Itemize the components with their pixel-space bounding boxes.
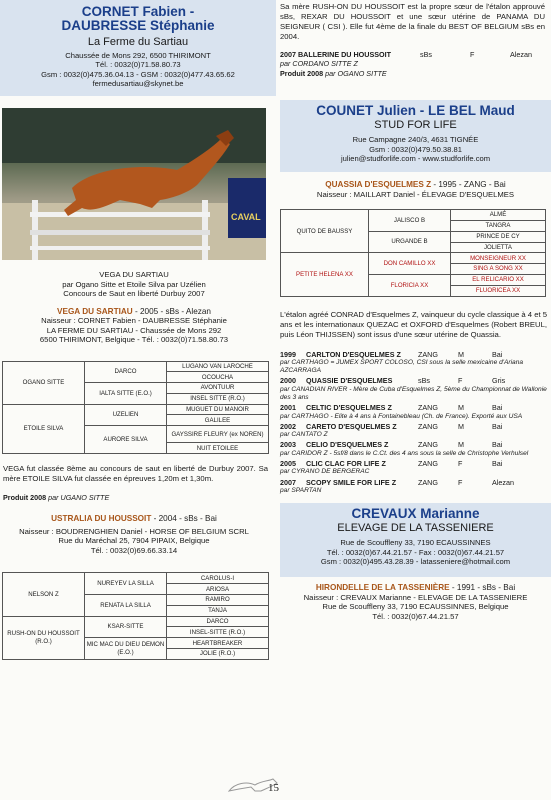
pedigree-g5: DARCO [167,616,269,627]
hirondelle-header [280,583,551,621]
offspring-name: CARETO D'ESQUELMES Z [306,421,397,431]
breeder-address: Chaussée de Mons 292, 6500 THIRIMONT [65,51,211,60]
offspring-breed: sBs [420,50,432,59]
pedigree-dd: MIC MAC DU DIEU DEMON (E.O.) [85,638,167,660]
pedigree-g2: ARIOSA [167,584,269,595]
ustralia-title-name: USTRALIA DU HOUSSOIT [51,514,152,524]
vega-title [0,307,268,317]
pedigree-g2: TANGRA [451,221,546,232]
quassia-title [280,180,551,190]
offspring-year: 2007 [280,477,296,487]
pedigree-g3: RAMIRO [167,595,269,606]
ustralia-naisseur: Naisseur : BOUDRENGHIEN Daniel - HORSE OF BELGIUM SCRL [19,526,249,536]
breeder-card-counet [280,100,551,172]
offspring-sex: M [458,421,464,431]
vega-city-line: 6500 THIRIMONT, Belgique - Tél. : 0032(0)71.58.80.73 [39,335,229,344]
hirondelle-title-name: HIRONDELLE DE LA TASSENIÈRE [315,583,450,593]
left-column [0,0,276,660]
offspring-name: QUASSIE D'ESQUELMES [306,376,393,386]
ustralia-tel: Tél. : 0032(0)69.66.33.14 [90,545,178,555]
offspring-sex: F [458,376,463,386]
offspring-breed: ZANG [418,403,438,413]
vega-naisseur: Naisseur : CORNET Fabien - DAUBRESSE Stéphanie [41,316,227,325]
pedigree-sd: RENATA LA SILLA [85,595,167,617]
breeder-card-crevaux [280,503,551,577]
breeder-email: fermedusartiau@skynet.be [92,79,184,89]
vega-farm-line: LA FERME DU SARTIAU - Chaussée de Mons 292 [46,325,222,335]
quassia-header [280,180,551,199]
ustralia-header [0,514,268,555]
offspring-note: par SPARTAN [280,487,322,495]
produit-label: Produit 2008 [3,493,47,503]
breeder-farm: STUD FOR LIFE [374,119,457,132]
hirondelle-title [280,583,551,593]
caption-line-1: VEGA DU SARTIAU [99,270,169,279]
breeder-farm: La Ferme du Sartiau [87,36,189,48]
pedigree-table-ustralia [2,572,269,659]
pedigree-g6: INSEL-SITTE (R.O.) [167,627,269,638]
pedigree-g8: JOLIE (R.O.) [167,649,269,660]
pedigree-ss: JALISCO B [369,210,451,232]
breeder-card-cornet [0,0,276,96]
quassia-title-details: - 1995 - ZANG - Bai [431,180,506,190]
pedigree-ds: KSAR-SITTE [85,616,167,638]
pedigree-g3: PRINCE DE CY [451,231,546,242]
pedigree-g6: SING A SONG XX [451,264,546,275]
pedigree-g2: OCOUCHA [167,372,269,383]
pedigree-dam: RUSH-ON DU HOUSSOIT (R.O.) [3,616,85,659]
offspring-note: par CARIDOR Z - 5sf/8 dans le C.Ct. des 4 ans sous la selle de Christophe Verhulsel [280,449,529,457]
quassia-offspring-list [280,350,551,496]
ustralia-address: Rue du Maréchal 25, 7904 PIPAIX, Belgique [58,536,210,546]
rushon-offspring [280,50,551,78]
vega-paragraph: VEGA fut classée 8ème au concours de saut en liberté de Durbuy 2007. Sa mère ETOILE SILVA fut classée en épreuves 1,20m et 1,30m. [3,464,268,484]
produit-value: par UGANO SITTE [48,493,110,503]
pedigree-sire: OGANO SITTE [3,361,85,404]
pedigree-g7: GAYSSIRE FLEURY (ex NOREN) [167,426,269,443]
pedigree-ss: DARCO [85,361,167,383]
pedigree-g6: GALILEE [167,415,269,426]
offspring-name: CELTIC D'ESQUELMES Z [306,403,392,413]
breeder-name: CREVAUX Marianne [351,506,480,522]
offspring-note: par CARTHAGO - Elite à 4 ans à Fontainebleau (Ch. de France). Exporté aux USA [280,412,523,420]
pedigree-g5: MONSEIGNEUR XX [451,253,546,264]
pedigree-table-vega [2,361,269,455]
offspring-note: par CYRANO DE BERGERAC [280,468,370,476]
pedigree-dd: FLORICIA XX [369,275,451,297]
hirondelle-address: Rue de Scouffleny 33, 7190 ECAUSSINNES, Belgique [322,602,509,612]
offspring-note: par CARTHAGO = JUMEX SPORT COLOSO, CSI sous la selle mexicaine d'Ariana AZCARRAGA [280,359,524,375]
offspring-breed: ZANG [418,421,438,431]
hirondelle-naisseur: Naisseur : CREVAUX Marianne - ELEVAGE DE LA TASSENIERE [303,592,528,602]
offspring-note: par CANADIAN RIVER - Mère de Cuba d'Esquelmes Z, 5ème du Championnat de Wallonie des 3 ans [280,385,547,402]
page-number: 15 [268,782,279,794]
pedigree-dam: PETITE HELENA XX [281,253,369,296]
pedigree-g4: INSEL SITTE (R.O.) [167,393,269,404]
pedigree-sire: QUITO DE BAUSSY [281,210,369,253]
breeder-gsm: Gsm : 0032(0)475.36.04.13 - GSM : 0032(0)477.43.65.62 [41,69,235,79]
pedigree-table-quassia [280,209,546,296]
pedigree-ss: NUREYEV LA SILLA [85,573,167,595]
rushon-paragraph: Sa mère RUSH-ON DU HOUSSOIT est la propre sœur de l'étalon approuvé sBs, REXAR DU HOUSSOIT et une sœur utérine de PANAMA DU SEIGNEUR ( CSI ). Elle fut 4ème de la finale du BEST OF BELGIUM sBs en 2004. [280,2,545,41]
breeder-tel: Tél. : 0032(0)71.58.80.73 [95,60,181,70]
produit-value: par OGANO SITTE [325,68,387,78]
breeder-tel: Tél. : 0032(0)67.44.21.57 - Fax : 0032(0)67.44.21.57 [326,547,505,557]
breeder-name: CORNET Fabien - [81,4,195,19]
offspring-breed: ZANG [418,349,438,359]
offspring-year: 2002 [280,421,296,431]
breeder-farm: ELEVAGE DE LA TASSENIERE [337,522,494,535]
right-column [280,0,551,621]
offspring-breed: ZANG [418,459,438,469]
offspring-color: Alezan [492,477,514,487]
breeder-address: Rue Campagne 240/3, 4631 TIGNÉE [352,135,479,145]
breeder-gsm: Gsm : 0032(0)495.43.28.39 - latasseniere@hotmail.com [320,557,511,567]
pedigree-ds: UZELIEN [85,404,167,426]
pedigree-g1: ALMÉ [451,210,546,221]
offspring-color: Bai [492,403,503,413]
offspring-entry [280,350,547,376]
breeder-name-2: DAUBRESSE Stéphanie [61,18,215,33]
vega-title-name: VEGA DU SARTIAU [57,306,133,316]
quassia-naisseur: Naisseur : MAILLART Daniel - ÉLEVAGE D'ESQUELMES [316,189,515,199]
offspring-sex: M [458,440,464,450]
offspring-entry [280,478,547,496]
offspring-note: par CANTATO Z [280,431,328,439]
vega-header [0,307,268,345]
offspring-color: Bai [492,421,503,431]
offspring-entry [280,403,547,421]
offspring-color: Bai [492,440,503,450]
breeder-gsm: Gsm : 0032(0)479.50.38.81 [369,144,462,154]
offspring-sex: F [458,477,463,487]
offspring-color: Gris [492,376,506,386]
offspring-year: 2005 [280,459,296,469]
pedigree-dam: ETOILE SILVA [3,404,85,453]
offspring-color: Bai [492,349,503,359]
pedigree-sd: URGANDE B [369,231,451,253]
ustralia-title [0,514,268,524]
pedigree-g4: TANJA [167,605,269,616]
pedigree-sire: NELSON Z [3,573,85,616]
pedigree-g3: AVONTUUR [167,383,269,394]
pedigree-g1: LUGANO VAN LAROCHE [167,361,269,372]
offspring-sex: F [458,459,463,469]
caption-line-3: Concours de Saut en liberté Durbuy 2007 [63,289,205,298]
vega-produit [0,493,276,502]
breeder-address: Rue de Scouffleny 33, 7190 ECAUSSINNES [340,538,491,548]
offspring-year: 2003 [280,440,296,450]
offspring-sex: F [470,50,475,59]
offspring-sex: M [458,349,464,359]
pedigree-g8: FLUORICEA XX [451,285,546,296]
pedigree-g4: JOLIETTA [451,242,546,253]
pedigree-dd: AURORE SILVA [85,426,167,454]
jumping-horse-illustration [2,108,266,260]
offspring-name: CARLTON D'ESQUELMES Z [306,349,401,359]
offspring-breed: ZANG [418,440,438,450]
offspring-sire: par CORDANO SITTE Z [280,59,358,69]
banner-text: CAVAL [231,212,261,222]
offspring-color: Alezan [510,50,532,59]
offspring-color: Bai [492,459,503,469]
quassia-title-name: QUASSIA D'ESQUELMES Z [325,180,432,190]
page-footer [0,775,551,800]
offspring-entry [280,376,547,402]
breeder-name: COUNET Julien - LE BEL Maud [316,103,515,119]
quassia-paragraph: L'étalon agréé CONRAD d'Esquelmes Z, vainqueur du cycle classique à 4 et 5 ans et les internationaux QUEZAC et OXFORD d'Esquelmes (Robert BREUL, puis Léon THIJSSEN) sont issus d'une sœur utérine de Quassia. [280,309,548,339]
hirondelle-tel: Tél. : 0032(0)67.44.21.57 [372,611,459,621]
hirondelle-title-details: - 1991 - sBs - Bai [449,583,516,593]
offspring-year: 2001 [280,403,296,413]
horse-photo [2,108,266,260]
pedigree-g1: CAROLUS-I [167,573,269,584]
photo-caption [0,270,268,299]
offspring-sex: M [458,403,464,413]
ustralia-title-details: - 2004 - sBs - Bai [151,514,217,524]
produit-label: Produit 2008 [280,68,324,78]
offspring-year: 2000 [280,376,296,386]
offspring-year: 1999 [280,349,296,359]
offspring-name: 2007 BALLERINE DU HOUSSOIT [280,50,392,59]
pedigree-g7: EL RELICARIO XX [451,275,546,286]
pedigree-ds: DON CAMILLO XX [369,253,451,275]
offspring-name: CELIO D'ESQUELMES Z [306,440,389,450]
pedigree-g5: MUGUET DU MANOIR [167,404,269,415]
offspring-name: CLIC CLAC FOR LIFE Z [306,459,386,469]
pedigree-g8: NUIT ETOILEE [167,443,269,454]
offspring-entry [280,459,547,477]
caption-line-2: par Ogano Sitte et Etoile Silva par Uzélien [62,279,206,289]
offspring-entry [280,422,547,440]
pedigree-sd: IALTA SITTE (E.O.) [85,383,167,405]
vega-title-details: - 2005 - sBs - Alezan [132,306,211,316]
pedigree-g7: HEARTBREAKER [167,638,269,649]
offspring-entry [280,440,547,458]
breeder-email: julien@studforlife.com - www.studforlife.com [340,154,491,164]
offspring-name: SCOPY SMILE FOR LIFE Z [306,477,397,487]
offspring-breed: sBs [418,376,430,386]
offspring-breed: ZANG [418,477,438,487]
